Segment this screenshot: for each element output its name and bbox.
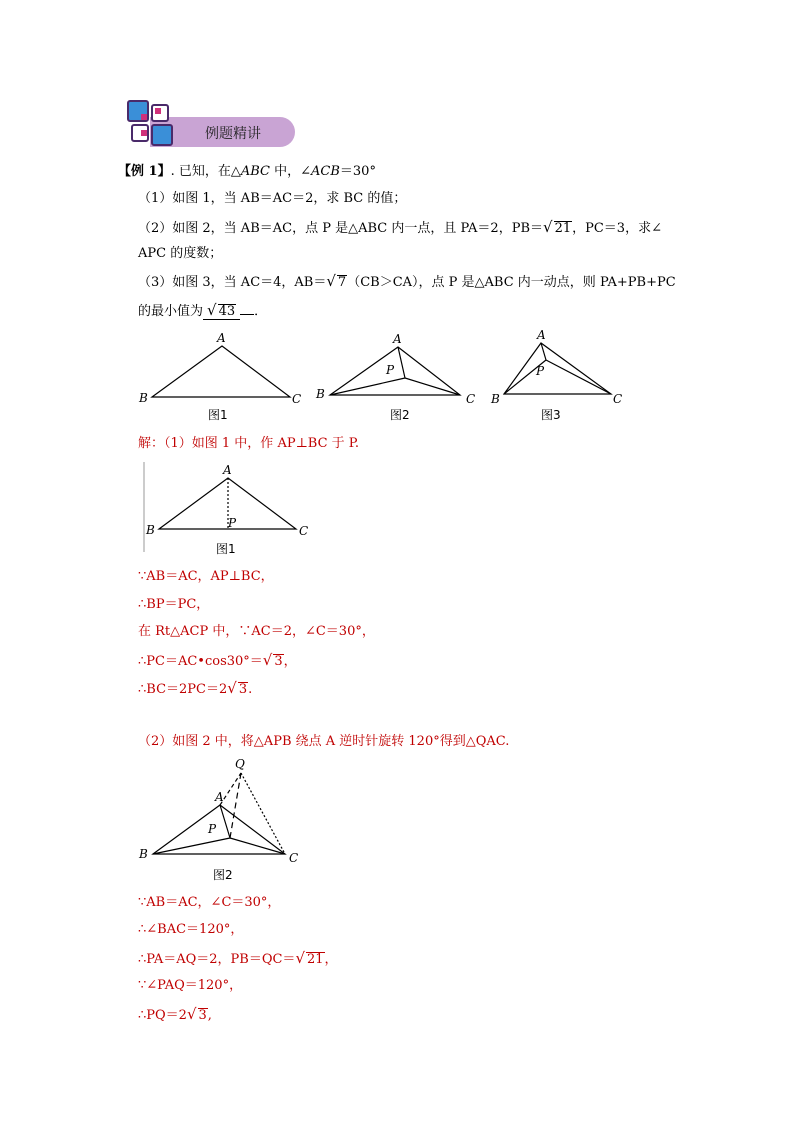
fig3-label-p: P [536, 364, 545, 378]
solution-2-heading: （2）如图 2 中，将△APB 绕点 A 逆时针旋转 120°得到△QAC. [138, 734, 510, 749]
example-heading: 【例 1】 [118, 164, 171, 179]
sol-fig1-label-c: C [299, 524, 309, 538]
sol-fig1-label-b: B [146, 523, 155, 537]
fig1-caption: 图1 [208, 408, 228, 422]
question-3-cont: 的最小值为 √ 43 ． [138, 301, 268, 319]
example-intro: 【例 1】. 已知，在△ABC 中，∠ACB＝30° [118, 164, 376, 179]
solution-line-10: ∴PQ＝2√ 3, [138, 1005, 212, 1023]
solution-line-1: ∵AB＝AC，AP⊥BC， [138, 569, 274, 584]
sqrt-21: 21 [554, 221, 572, 236]
fig2-label-c: C [466, 392, 476, 406]
sol-fig2-caption: 图2 [213, 868, 233, 882]
sqrt-7: 7 [337, 275, 347, 290]
sol-fig1-label-a: A [223, 463, 232, 477]
sol-fig2-label-a: A [215, 790, 224, 804]
solution-1-heading: 解：（1）如图 1 中，作 AP⊥BC 于 P. [138, 436, 360, 451]
solution-line-3: 在 Rt△ACP 中，∵AC＝2，∠C＝30°， [138, 624, 375, 639]
fig3-caption: 图3 [541, 408, 561, 422]
solution-line-7: ∴∠BAC＝120°， [138, 922, 244, 937]
solution-line-4: ∴PC＝AC•cos30°＝√ 3， [138, 651, 297, 669]
fig3-label-c: C [613, 392, 623, 406]
question-2: （2）如图 2，当 AB＝AC，点 P 是△ABC 内一点，且 PA＝2，PB＝√ 21，PC＝3，求∠ [138, 218, 662, 236]
solution-line-2: ∴BP＝PC， [138, 597, 210, 612]
solution-line-6: ∵AB＝AC，∠C＝30°， [138, 895, 281, 910]
question-3: （3）如图 3，当 AC＝4，AB＝√ 7（CB＞CA），点 P 是△ABC 内一动点，则 PA+PB+PC [138, 272, 676, 290]
sol-fig1-label-p: P [228, 516, 237, 530]
banner-title: 例题精讲 [205, 126, 261, 142]
fig3-label-b: B [491, 392, 500, 406]
fig1-label-a: A [217, 331, 226, 345]
fig2-label-a: A [393, 332, 402, 346]
solution-line-8: ∴PA＝AQ＝2，PB＝QC＝√ 21， [138, 949, 338, 967]
sol-fig2-label-p: P [208, 822, 217, 836]
sol-fig2-label-q: Q [235, 757, 245, 771]
sol-fig2-label-c: C [289, 851, 299, 865]
fig2-label-p: P [386, 363, 395, 377]
sol-fig1-caption: 图1 [216, 542, 236, 556]
solution-line-9: ∵∠PAQ＝120°， [138, 978, 243, 993]
fig3-label-a: A [537, 328, 546, 342]
fig1-label-c: C [292, 392, 302, 406]
solution-line-5: ∴BC＝2PC＝2√ 3. [138, 679, 253, 697]
sol-fig2-label-b: B [139, 847, 148, 861]
question-1: （1）如图 1，当 AB＝AC＝2，求 BC 的值； [138, 191, 407, 206]
answer-sqrt-43: 43 [218, 304, 236, 319]
fig2-label-b: B [316, 387, 325, 401]
fig2-caption: 图2 [390, 408, 410, 422]
question-2-cont: APC 的度数； [138, 246, 223, 261]
fig1-label-b: B [139, 391, 148, 405]
